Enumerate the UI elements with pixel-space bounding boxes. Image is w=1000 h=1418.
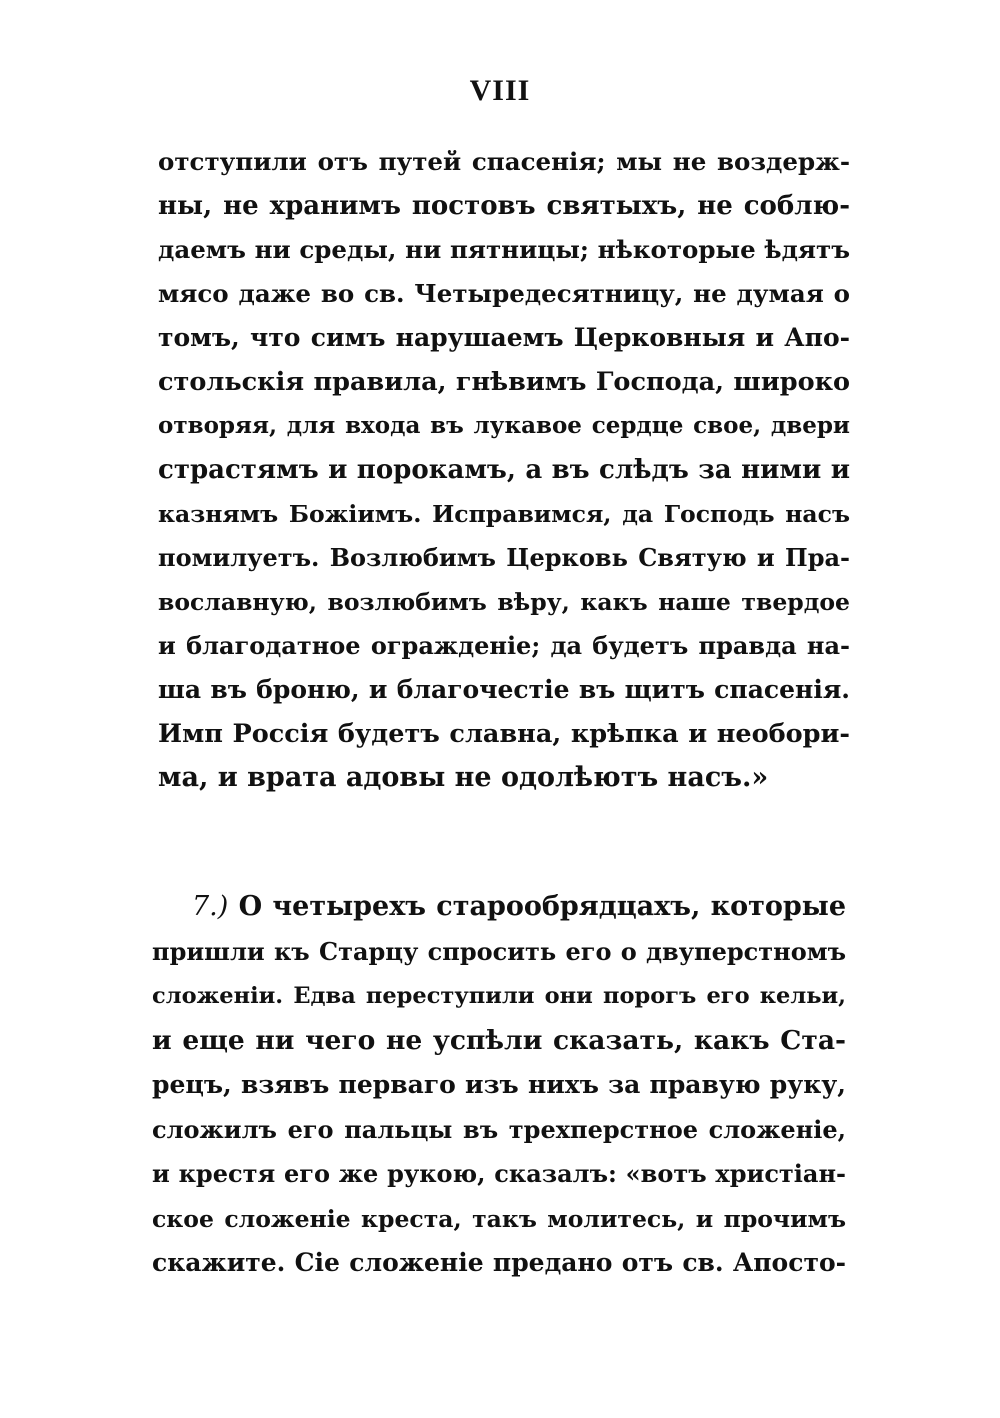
text-line: и еще ни чего не успѣли сказать, какъ Ста- [152, 1024, 846, 1056]
paragraph-number: 7.) [192, 891, 229, 922]
text-line: страстямъ и порокамъ, а въ слѣдъ за ними и [158, 455, 850, 485]
paragraph-first-line [152, 885, 846, 930]
text-line: ское сложеніе креста, такъ молитесь, и прочимъ [152, 1204, 846, 1233]
text-line: пришли къ Старцу спросить его о двуперстномъ [152, 936, 846, 966]
text-line: томъ, что симъ нарушаемъ Церковныя и Апо- [158, 323, 850, 352]
text-line: Имп Россія будетъ славна, крѣпка и необори- [158, 719, 850, 749]
text-line: отворяя, для входа въ лукавое сердце свое, двери [158, 412, 850, 439]
text-line: стольскія правила, гнѣвимъ Господа, широко [158, 367, 850, 397]
text-line: отступили отъ путей спасенія; мы не воздерж- [158, 147, 850, 176]
numbered-paragraph [152, 885, 846, 1286]
text-line: сложенiи. Едва переступили они порогъ его кельи, [152, 983, 846, 1009]
text-line: мясо даже во св. Четыредесятницу, не думая о [158, 279, 850, 308]
paragraph-first-line-text: О четырехъ старообрядцахъ, которые [238, 891, 846, 922]
text-line: помилуетъ. Возлюбимъ Церковь Святую и Пра- [158, 543, 850, 572]
paragraph-continuation [158, 140, 850, 800]
text-line: рецъ, взявъ перваго изъ нихъ за правую руку, [152, 1070, 846, 1099]
text-line: казнямъ Божіимъ. Исправимся, да Господь насъ [158, 500, 850, 528]
page-number: VIII [469, 74, 531, 107]
text-line: и благодатное огражденіе; да будетъ правда на- [158, 631, 850, 660]
text-line: вославную, возлюбимъ вѣру, какъ наше твердое [158, 588, 850, 616]
text-line: ны, не хранимъ постовъ святыхъ, не соблю- [158, 191, 850, 221]
text-line: даемъ ни среды, ни пятницы; нѣкоторые ѣдятъ [158, 235, 850, 264]
text-line: и крестя его же рукою, сказалъ: «вотъ христіан- [152, 1159, 846, 1188]
text-line: ша въ броню, и благочестіе въ щитъ спасенія. [158, 675, 850, 704]
text-line: ма, и врата адовы не одолѣютъ насъ.» [158, 762, 769, 793]
text-line: сложилъ его пальцы въ трехперстное сложеніе, [152, 1114, 846, 1144]
text-line: скажите. Сіе сложеніе предано отъ св. Апосто- [152, 1248, 846, 1277]
